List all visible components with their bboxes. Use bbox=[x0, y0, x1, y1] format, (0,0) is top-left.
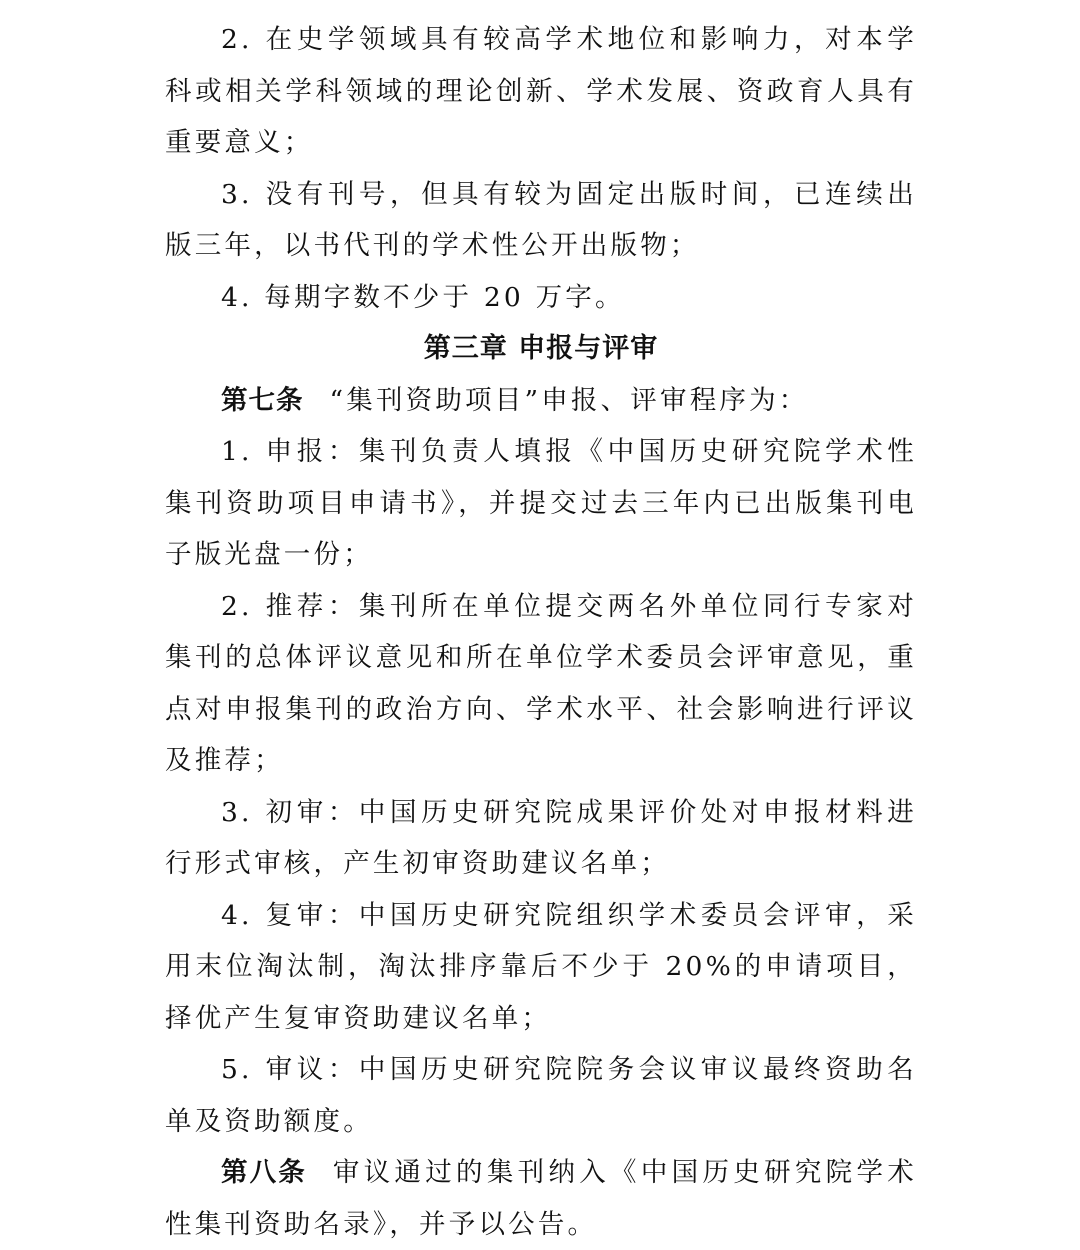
criterion-2-paragraph: 2. 在史学领域具有较高学术地位和影响力，对本学科或相关学科领域的理论创新、学术发展、资政育人具有重要意义； bbox=[165, 24, 917, 158]
step-1-apply-paragraph: 1. 申报：集刊负责人填报《中国历史研究院学术性集刊资助项目申请书》，并提交过去三年内已出版集刊电子版光盘一份； bbox=[165, 436, 917, 570]
article-8-text: 审议通过的集刊纳入《中国历史研究院学术性集刊资助名录》，并予以公告。 bbox=[165, 1157, 917, 1240]
article-8-paragraph bbox=[165, 1147, 917, 1250]
article-7-paragraph bbox=[165, 375, 917, 427]
chapter-heading: 第三章 申报与评审 bbox=[423, 333, 659, 364]
step-3-initial-review-paragraph: 3. 初审：中国历史研究院成果评价处对申报材料进行形式审核，产生初审资助建议名单； bbox=[165, 796, 917, 879]
article-7-text: “集刊资助项目”申报、评审程序为： bbox=[329, 384, 809, 416]
article-8-label: 第八条 bbox=[221, 1157, 307, 1188]
step-2-recommend-paragraph: 2. 推荐：集刊所在单位提交两名外单位同行专家对集刊的总体评议意见和所在单位学术委员会评审意见，重点对申报集刊的政治方向、学术水平、社会影响进行评议及推荐； bbox=[165, 590, 917, 776]
article-7-label: 第七条 bbox=[221, 384, 304, 416]
criterion-4-paragraph: 4. 每期字数不少于 20 万字。 bbox=[221, 281, 625, 313]
step-4-second-review-paragraph: 4. 复审：中国历史研究院组织学术委员会评审，采用末位淘汰制，淘汰排序靠后不少于 20%的申请项目，择优产生复审资助建议名单； bbox=[165, 899, 917, 1034]
document-page bbox=[165, 14, 917, 1250]
step-5-deliberation-paragraph: 5. 审议：中国历史研究院院务会议审议最终资助名单及资助额度。 bbox=[165, 1054, 917, 1137]
criterion-3-paragraph: 3. 没有刊号，但具有较为固定出版时间，已连续出版三年，以书代刊的学术性公开出版物； bbox=[165, 178, 917, 261]
